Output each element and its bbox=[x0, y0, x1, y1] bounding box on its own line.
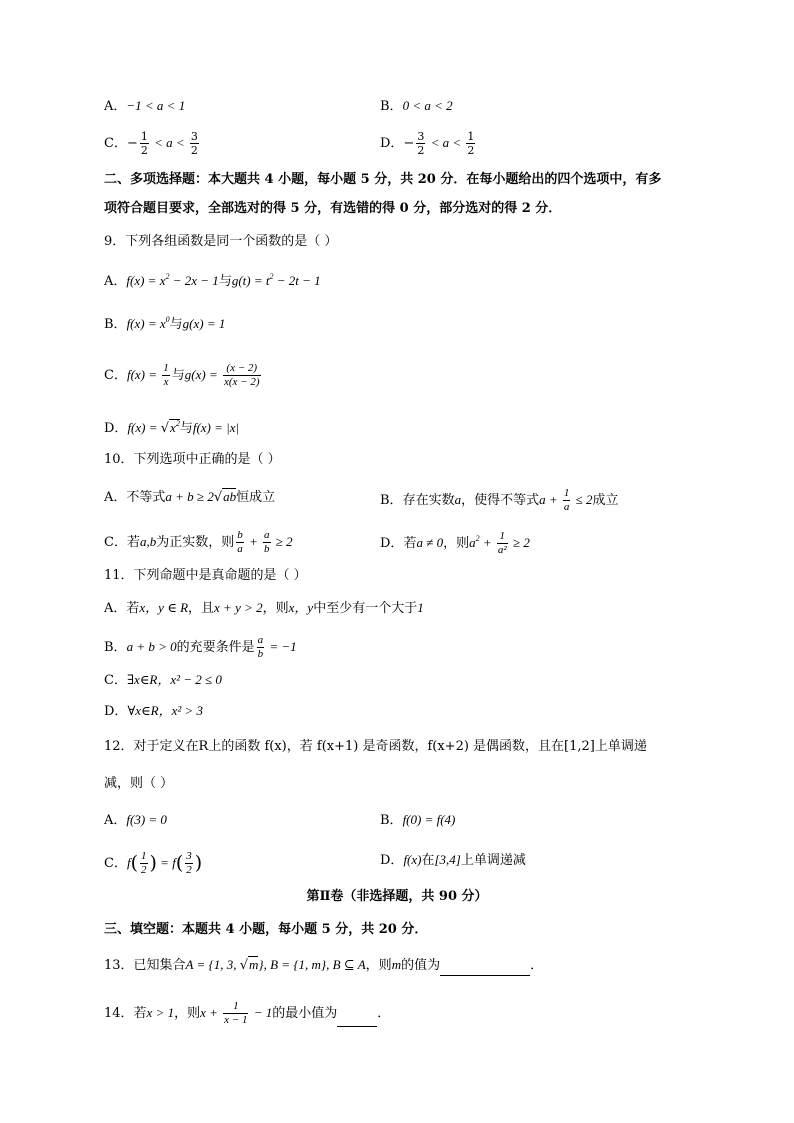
fraction: $\frac{1}{2}$ bbox=[140, 130, 148, 157]
q11-option-a[interactable]: A．若x，y ∈ R，且x + y > 2，则x，y中至少有一个大于1 bbox=[104, 600, 424, 616]
sqrt-icon: √ bbox=[160, 421, 170, 436]
fraction: $\frac{1}{x - 1}$ bbox=[224, 1000, 248, 1026]
fraction: $\frac{3}{2}$ bbox=[190, 130, 198, 157]
q13: 13．已知集合A = {1, 3, √m}, B = {1, m}, B ⊆ A，则m的值为 ． bbox=[104, 955, 543, 976]
q10-option-b[interactable]: B．存在实数a，使得不等式a + $\frac{1}{a}$ ≤ 2成立 bbox=[380, 487, 619, 513]
sqrt-icon: √ bbox=[239, 958, 249, 973]
q10-stem: 10．下列选项中正确的是（ ） bbox=[104, 452, 281, 467]
fraction: $\frac{1}{a}$ bbox=[563, 487, 570, 513]
q11-option-d[interactable]: D．∀x∈R，x² > 3 bbox=[104, 703, 204, 719]
q9-option-a[interactable]: A．$f(x) = x^2 - 2x - 1$与$g(t) = t^2 - 2t - 1$ bbox=[104, 272, 321, 289]
q12-stem-line2: 减，则（ ） bbox=[104, 776, 174, 791]
section-3-heading: 三、填空题：本题共 4 小题，每小题 5 分，共 20 分． bbox=[104, 922, 428, 937]
q12-stem-line1: 12．对于定义在R上的函数 f(x)，若 f(x+1) 是奇函数，f(x+2) 是偶函数，且在[1,2]上单调递 bbox=[104, 739, 647, 754]
q11-stem: 11．下列命题中是真命题的是（ ） bbox=[104, 568, 307, 583]
q11-option-b[interactable]: B．a + b > 0的充要条件是 $\frac{a}{b}$ = −1 bbox=[104, 634, 297, 660]
q8-option-c[interactable]: C．− $\frac{1}{2}$ < a < $\frac{3}{2}$ bbox=[104, 130, 198, 157]
q12-option-b[interactable]: B．f(0) = f(4) bbox=[380, 812, 456, 828]
q8-option-b[interactable]: B．0 < a < 2 bbox=[380, 98, 453, 114]
q9-option-d[interactable]: D．$f(x) = √x^2$与f(x) = |x| bbox=[104, 419, 240, 436]
section-2-heading-line2: 项符合题目要求，全部选对的得 5 分，有选错的得 0 分，部分选对的得 2 分． bbox=[104, 201, 562, 216]
part-2-title: 第Ⅱ卷（非选择题，共 90 分） bbox=[306, 889, 488, 904]
fraction: $\frac{a}{b}$ bbox=[257, 634, 264, 660]
sqrt-icon: √ bbox=[213, 490, 223, 505]
left-paren: ( bbox=[175, 852, 184, 874]
right-paren: ) bbox=[149, 852, 157, 874]
q8-option-a[interactable]: A．−1 < a < 1 bbox=[104, 98, 186, 114]
radicand: $x^2$ bbox=[170, 419, 180, 435]
q10-option-c[interactable]: C．若a,b为正实数，则 $\frac{b}{a}$ + $\frac{a}{b}$ ≥ 2 bbox=[104, 529, 293, 555]
q11-option-c[interactable]: C．∃x∈R，x² − 2 ≤ 0 bbox=[104, 672, 222, 688]
fraction: $\frac{b}{a}$ bbox=[237, 529, 243, 555]
fraction: $\frac{1}{2}$ bbox=[467, 130, 475, 157]
fraction: $\frac{(x - 2)}{x(x - 2)}$ bbox=[223, 362, 260, 388]
q10-option-d[interactable]: D．若a ≠ 0，则$a^2$ + $\frac{1}{\text{a²}}$ ≥ 2 bbox=[380, 530, 530, 556]
q12-option-c[interactable]: C．f( $\frac{1}{2}$ ) = f( $\frac{3}{2}$ ) bbox=[104, 850, 203, 876]
answer-blank-q13[interactable] bbox=[440, 961, 530, 976]
fraction: $\frac{3}{2}$ bbox=[186, 850, 192, 876]
fraction: $\frac{1}{\text{a²}}$ bbox=[497, 530, 507, 556]
q10-option-a[interactable]: A．不等式a + b ≥ 2√ab恒成立 bbox=[104, 489, 276, 505]
q9-stem: 9．下列各组函数是同一个函数的是（ ） bbox=[104, 234, 338, 249]
left-paren: ( bbox=[130, 852, 138, 874]
fraction: $\frac{a}{b}$ bbox=[264, 529, 270, 555]
q12-option-d[interactable]: D．f(x)在[3,4]上单调递减 bbox=[380, 852, 526, 868]
section-2-heading-line1: 二、多项选择题：本大题共 4 小题，每小题 5 分，共 20 分．在每小题给出的四个选项中，有多 bbox=[104, 172, 662, 187]
q14: 14．若x > 1，则x + $\frac{1}{x - 1}$ − 1的最小值为 ． bbox=[104, 1000, 391, 1026]
right-paren: ) bbox=[194, 852, 203, 874]
q9-option-b[interactable]: B．$f(x) = x^0$与g(x) = 1 bbox=[104, 315, 226, 332]
q8-option-d[interactable]: D．− $\frac{3}{2}$ < a < $\frac{1}{2}$ bbox=[380, 130, 475, 157]
answer-blank-q14[interactable] bbox=[337, 1012, 377, 1027]
q12-option-a[interactable]: A．f(3) = 0 bbox=[104, 812, 167, 828]
fraction: $\frac{1}{2}$ bbox=[141, 850, 147, 876]
fraction: $\frac{1}{x}$ bbox=[163, 362, 169, 388]
q9-option-c[interactable]: C．f(x) = $\frac{1}{x}$ 与g(x) = $\frac{(x - 2)}{x(x - 2)}$ bbox=[104, 362, 260, 388]
fraction: $\frac{3}{2}$ bbox=[417, 130, 425, 157]
